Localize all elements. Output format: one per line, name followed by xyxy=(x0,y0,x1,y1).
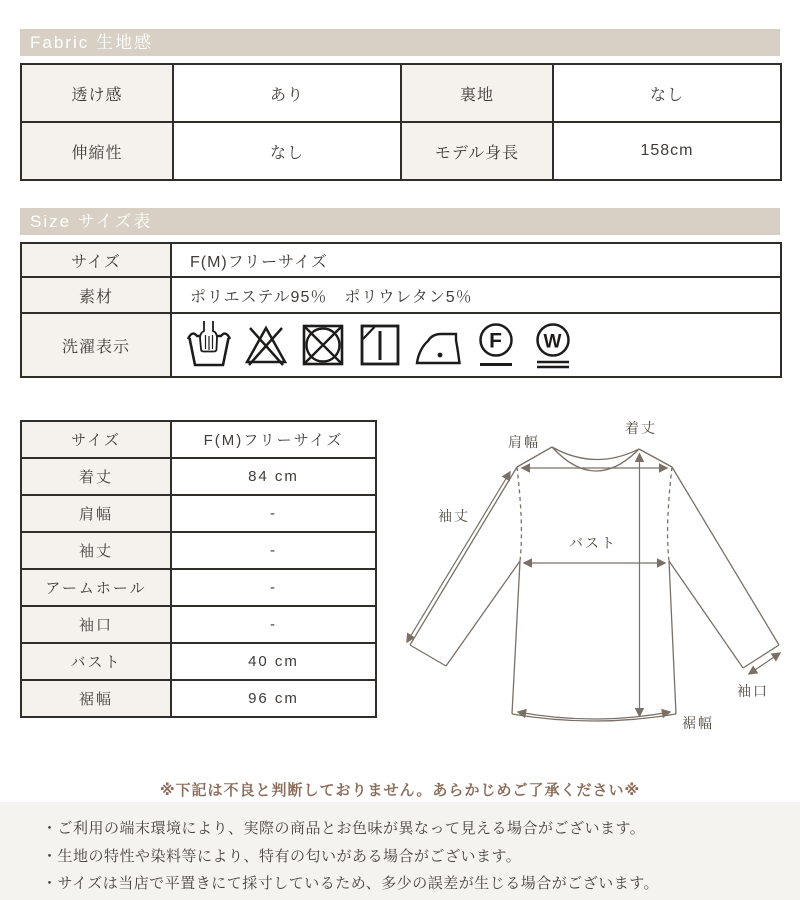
fabric-value: なし xyxy=(173,122,401,180)
meas-label: 肩幅 xyxy=(21,495,171,532)
fabric-label: 透け感 xyxy=(21,64,173,122)
cuff-label: 袖口 xyxy=(737,683,769,699)
drip-dry-icon xyxy=(357,320,403,370)
fabric-label: 裏地 xyxy=(401,64,553,122)
table-row xyxy=(21,643,376,680)
measurements-table xyxy=(20,420,377,718)
care-symbols xyxy=(172,314,780,376)
table-row xyxy=(21,277,781,313)
measure-arrows xyxy=(407,454,780,719)
hem-label: 裾幅 xyxy=(682,715,714,731)
table-row xyxy=(21,313,781,377)
meas-label: バスト xyxy=(21,643,171,680)
meas-value: - xyxy=(171,569,376,606)
meas-label: 着丈 xyxy=(21,458,171,495)
hand-wash-icon xyxy=(186,320,232,370)
meas-label: サイズ xyxy=(21,421,171,458)
size-value: F(M)フリーサイズ xyxy=(171,243,781,277)
do-not-bleach-icon xyxy=(243,320,289,370)
table-row xyxy=(21,532,376,569)
meas-value: - xyxy=(171,532,376,569)
meas-value: - xyxy=(171,495,376,532)
garment-measure-diagram xyxy=(390,408,800,758)
sleeve-label: 袖丈 xyxy=(438,508,470,524)
meas-value: - xyxy=(171,606,376,643)
notice-bullet: ・サイズは当店で平置きにて採寸しているため、多少の誤差が生じる場合がございます。 xyxy=(42,875,660,892)
care-label: 洗濯表示 xyxy=(21,313,171,377)
meas-label: アームホール xyxy=(21,569,171,606)
fabric-section-header: Fabric 生地感 xyxy=(20,29,780,56)
table-row xyxy=(21,569,376,606)
table-row xyxy=(21,64,781,122)
table-row xyxy=(21,680,376,717)
size-section-header: Size サイズ表 xyxy=(20,208,780,235)
material-label: 素材 xyxy=(21,277,171,313)
table-row xyxy=(21,458,376,495)
fabric-value: 158cm xyxy=(553,122,781,180)
garment-outline xyxy=(410,447,779,721)
fabric-label: 伸縮性 xyxy=(21,122,173,180)
table-row xyxy=(21,421,376,458)
length-label: 着丈 xyxy=(625,420,657,436)
meas-value: 40 cm xyxy=(171,643,376,680)
meas-label: 裾幅 xyxy=(21,680,171,717)
cuff-arrow xyxy=(749,653,780,674)
size-info-table xyxy=(20,242,782,378)
meas-value: 84 cm xyxy=(171,458,376,495)
meas-label: 袖口 xyxy=(21,606,171,643)
wet-clean-icon xyxy=(530,320,576,370)
notice-title: ※下記は不良と判断しておりません。あらかじめご了承ください※ xyxy=(159,782,641,799)
wet-clean-letter: W xyxy=(543,331,563,353)
material-value: ポリエステル95％ ポリウレタン5％ xyxy=(171,277,781,313)
size-label: サイズ xyxy=(21,243,171,277)
dry-clean-petroleum-icon xyxy=(473,320,519,370)
notice-box xyxy=(0,802,800,900)
notice-bullet: ・生地の特性や染料等により、特有の匂いがある場合がございます。 xyxy=(42,847,522,865)
sleeve-arrow xyxy=(407,472,510,642)
fabric-value: なし xyxy=(553,64,781,122)
bust-label: バスト xyxy=(569,535,617,551)
do-not-tumble-dry-icon xyxy=(300,320,346,370)
notice-bullet: ・ご利用の端末環境により、実際の商品とお色味が異なって見える場合がございます。 xyxy=(42,820,646,837)
table-row xyxy=(21,606,376,643)
fabric-value: あり xyxy=(173,64,401,122)
fabric-label: モデル身長 xyxy=(401,122,553,180)
table-row xyxy=(21,122,781,180)
table-row xyxy=(21,495,376,532)
dry-clean-letter: F xyxy=(489,329,503,353)
meas-value: F(M)フリーサイズ xyxy=(171,421,376,458)
meas-value: 96 cm xyxy=(171,680,376,717)
shoulder-label: 肩幅 xyxy=(508,434,540,450)
meas-label: 袖丈 xyxy=(21,532,171,569)
table-row xyxy=(21,243,781,277)
iron-low-heat-icon xyxy=(414,320,462,370)
fabric-table xyxy=(20,63,782,181)
